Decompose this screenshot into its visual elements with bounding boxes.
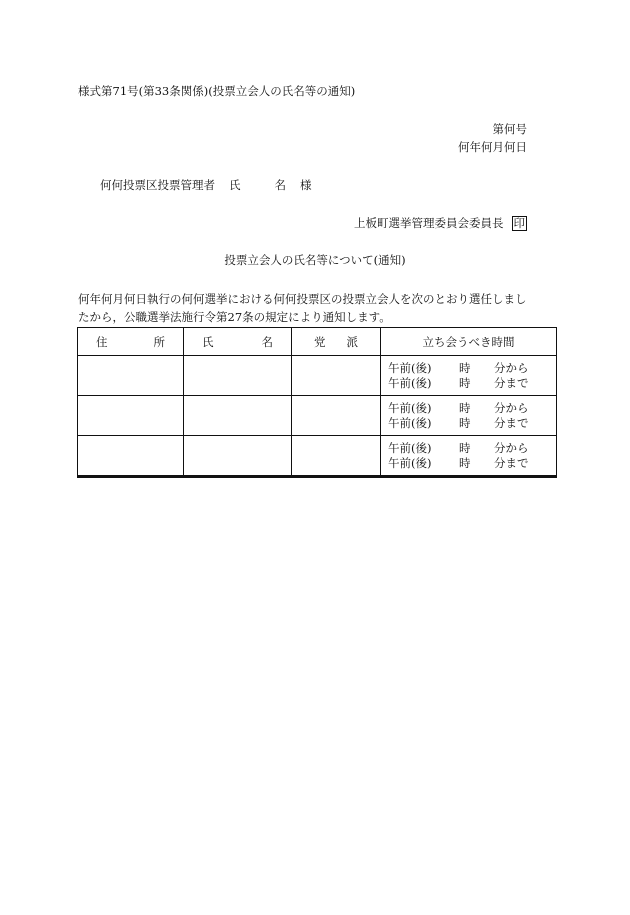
recipient-name-1: 氏 (229, 178, 241, 192)
body-text (78, 290, 556, 326)
table-row (78, 436, 557, 477)
document-subject: 投票立会人の氏名等について(通知) (224, 253, 406, 267)
header-name: 氏 名 (184, 328, 292, 356)
sender-title: 上板町選挙管理委員会委員長 (354, 216, 504, 230)
recipient-title: 何何投票区投票管理者 (100, 178, 215, 192)
cell-address (78, 396, 184, 436)
cell-time: 午前(後) 時 分から 午前(後) 時 分まで (381, 436, 557, 477)
cell-address (78, 436, 184, 477)
table-row (78, 356, 557, 396)
document-date: 何年何月何日 (458, 140, 527, 154)
cell-address (78, 356, 184, 396)
form-label: 様式第71号(第33条関係)(投票立会人の氏名等の通知) (78, 84, 356, 98)
recipient-name-2: 名 (274, 178, 286, 192)
table-header-row (78, 328, 557, 356)
cell-time: 午前(後) 時 分から 午前(後) 時 分まで (381, 396, 557, 436)
cell-party (292, 396, 381, 436)
cell-name (184, 356, 292, 396)
poll-witness-table (77, 327, 557, 478)
cell-party (292, 356, 381, 396)
header-address: 住 所 (78, 328, 184, 356)
table-row (78, 396, 557, 436)
header-party: 党 派 (292, 328, 381, 356)
sender-line (354, 216, 527, 231)
body-line-2: たから，公職選挙法施行令第27条の規定により通知します。 (78, 310, 391, 324)
recipient-line (100, 180, 312, 192)
cell-party (292, 436, 381, 477)
cell-name (184, 396, 292, 436)
cell-time: 午前(後) 時 分から 午前(後) 時 分まで (381, 356, 557, 396)
body-line-1: 何年何月何日執行の何何選挙における何何投票区の投票立会人を次のとおり選任しまし (78, 292, 527, 306)
recipient-honorific: 様 (300, 178, 312, 192)
cell-name (184, 436, 292, 477)
header-time: 立ち会うべき時間 (381, 328, 557, 356)
seal-mark: 印 (513, 216, 525, 230)
document-number: 第何号 (492, 122, 527, 136)
